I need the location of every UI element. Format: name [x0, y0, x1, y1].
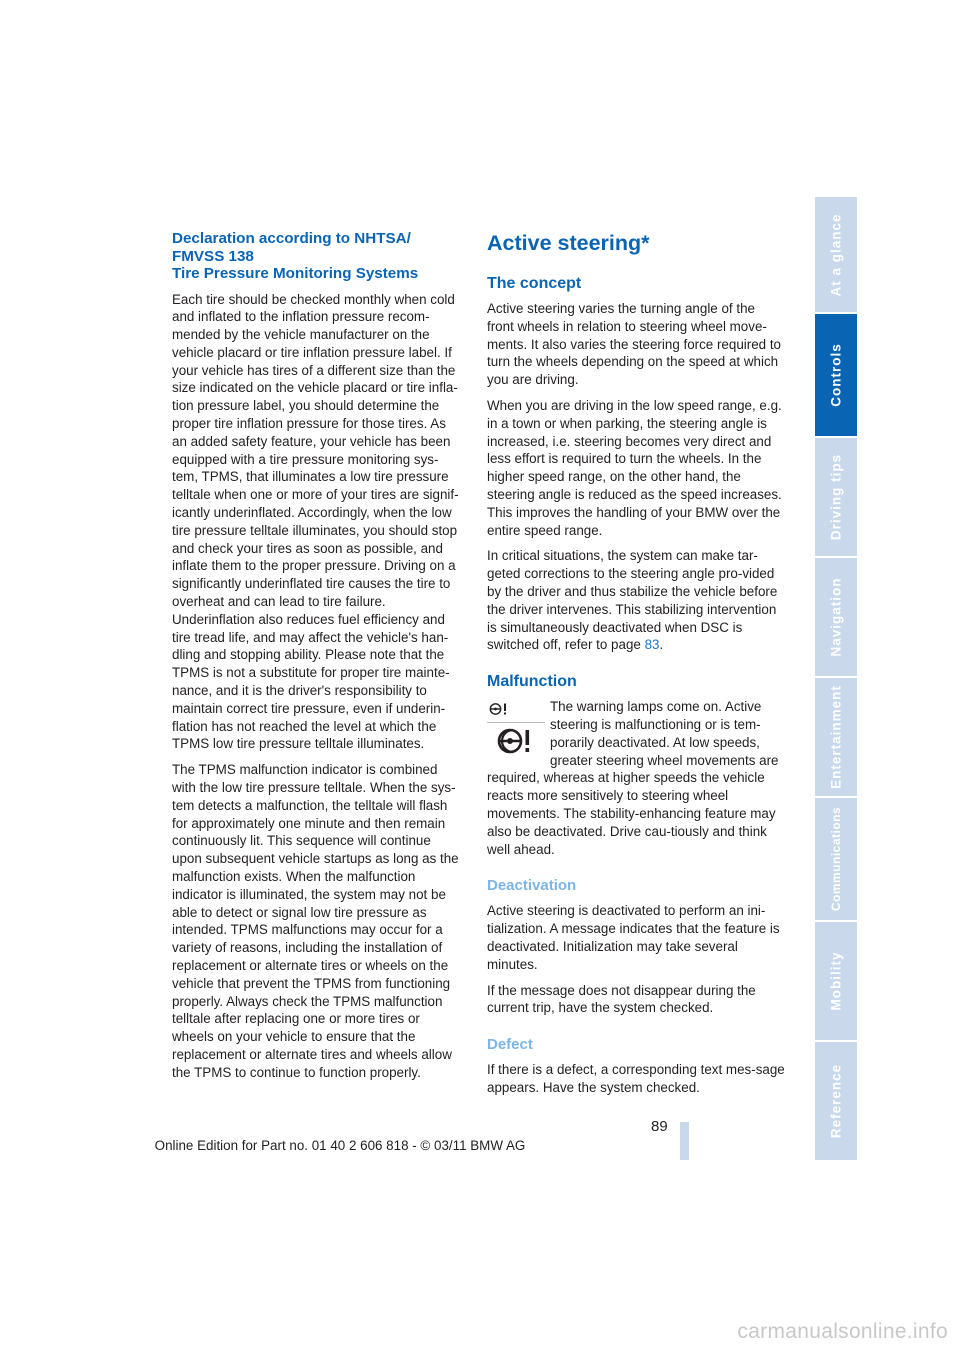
- sidebar-tab-label: Navigation: [828, 577, 844, 657]
- sidebar-tab-controls[interactable]: [815, 314, 857, 436]
- chapter-sidebar: [815, 197, 857, 1162]
- warning-lamp-icons: [487, 696, 547, 768]
- concept-paragraph-3: [487, 547, 785, 654]
- tpms-paragraph-1: Each tire should be checked monthly when cold and inflated to the inflation pressure recom-mended by the vehicle manufacturer on the vehicle placard or tire inflation pressure label. If your vehicle has tires of a different size than the size indicated on the vehicle placard or tire infla-tion pressure label, you should determine the proper tire inflation pressure for those tires. As an added safety feature, your vehicle has been equipped with a tire pressure monitoring sys-tem, TPMS, that illuminates a low tire pressure telltale when one or more of your tires are signif-icantly underinflated. Accordingly, when the low tire pressure telltale illuminates, you should stop and check your tires as soon as possible, and inflate them to the proper pressure. Driving on a significantly underinflated tire causes the tire to overheat and can lead to tire failure. Underinflation also reduces fuel efficiency and tire tread life, and may affect the vehicle's han-dling and stopping ability. Please note that the TPMS is not a substitute for proper tire mainte-nance, and it is the driver's responsibility to maintain correct tire pressure, even if underin-flation has not reached the level at which the TPMS low tire pressure telltale illuminates.: [172, 291, 459, 752]
- malfunction-block: [487, 698, 785, 858]
- section-heading-tpms: Tire Pressure Monitoring Systems: [172, 265, 419, 282]
- footer-text: Online Edition for Part no. 01 40 2 606 818 - © 03/11 BMW AG: [154, 1138, 526, 1153]
- icon-divider: [487, 722, 545, 723]
- defect-paragraph: If there is a defect, a corresponding text mes-sage appears. Have the system checked.: [487, 1062, 785, 1095]
- page-link[interactable]: 83: [644, 637, 660, 653]
- left-column: [172, 230, 464, 1090]
- sidebar-tab-label: Communications: [829, 806, 843, 912]
- deactivation-paragraph-1: Active steering is deactivated to perform an ini-tialization. A message indicates that the feature is deactivated. Initialization may take several minutes.: [487, 903, 780, 972]
- footer: [0, 1138, 960, 1153]
- concept-paragraph-2: When you are driving in the low speed range, e.g. in a town or when parking, the steering angle is increased, i.e. steering becomes very direct and less effort is required to turn the wheels. In the higher speed range, on the other hand, the steering angle is reduced as the speed increases. This improves the handling of your BMW over the entire speed range.: [487, 397, 782, 538]
- sidebar-tab-at-a-glance[interactable]: [815, 197, 857, 312]
- sidebar-tab-label: Entertainment: [828, 685, 844, 789]
- sidebar-tab-communications[interactable]: [815, 798, 857, 920]
- deactivation-heading: Deactivation: [487, 877, 577, 895]
- sidebar-tab-driving-tips[interactable]: [815, 438, 857, 556]
- page-title: Active steering*: [487, 231, 650, 255]
- malfunction-heading: Malfunction: [487, 673, 577, 691]
- steering-warning-icon: [491, 726, 535, 756]
- sidebar-tab-label: Reference: [828, 1063, 844, 1139]
- right-column: [487, 230, 785, 1105]
- tpms-paragraph-2: The TPMS malfunction indicator is combined with the low tire pressure telltale. When the sys-tem detects a malfunction, the telltale will flash for approximately one minute and then remain continuously lit. This sequence will continue upon subsequent vehicle startups as long as the malfunction exists. When the malfunction indicator is illuminated, the system may not be able to detect or signal low tire pressure as intended. TPMS malfunctions may occur for a variety of reasons, including the installation of replacement or alternate tires or wheels on the vehicle that prevent the TPMS from functioning properly. Always check the TPMS malfunction telltale after replacing one or more tires or wheels on your vehicle to ensure that the replacement or alternate tires and wheels allow the TPMS to continue to function properly.: [172, 762, 459, 1080]
- sidebar-tab-label: At a glance: [828, 212, 844, 297]
- sidebar-tab-label: Controls: [828, 343, 844, 407]
- sidebar-tab-entertainment[interactable]: [815, 678, 857, 796]
- concept-paragraph-1: Active steering varies the turning angle of the front wheels in relation to steering wheel move-ments. It also varies the steering force required to turn the wheels depending on the speed at which you are driving.: [487, 301, 781, 388]
- sidebar-tab-mobility[interactable]: [815, 922, 857, 1040]
- section-heading-fmvss: FMVSS 138: [172, 247, 254, 265]
- sidebar-tab-label: Driving tips: [828, 453, 844, 541]
- watermark: carmanualsonline.info: [737, 1320, 948, 1343]
- steering-warning-small-icon: [489, 702, 511, 716]
- deactivation-paragraph-2: If the message does not disappear during the current trip, have the system checked.: [487, 982, 756, 1016]
- malfunction-paragraph: The warning lamps come on. Active steering is malfunctioning or is tem-porarily deactivated. At low speeds, greater steering wheel movements are required, whereas at higher speeds the vehicle reacts more sensitively to steering wheel movements. The stability-enhancing feature may also be deactivated. Drive cau-tiously and think well ahead.: [487, 699, 779, 857]
- concept-paragraph-3-text: In critical situations, the system can make tar-geted corrections to the steering angle pro-vided by the driver and thus stabilize the vehicle before the driver intervenes. This stabilizing intervention is simultaneously deactivated when DSC is switched off, refer to page: [487, 548, 778, 653]
- page-number: 89: [651, 1118, 668, 1135]
- sidebar-tab-label: Mobility: [828, 951, 844, 1011]
- concept-heading: The concept: [487, 275, 582, 292]
- section-heading-nhtsa: Declaration according to NHTSA/: [172, 230, 411, 247]
- sidebar-tab-navigation[interactable]: [815, 558, 857, 676]
- concept-paragraph-3-end: .: [659, 637, 664, 653]
- defect-heading: Defect: [487, 1036, 533, 1054]
